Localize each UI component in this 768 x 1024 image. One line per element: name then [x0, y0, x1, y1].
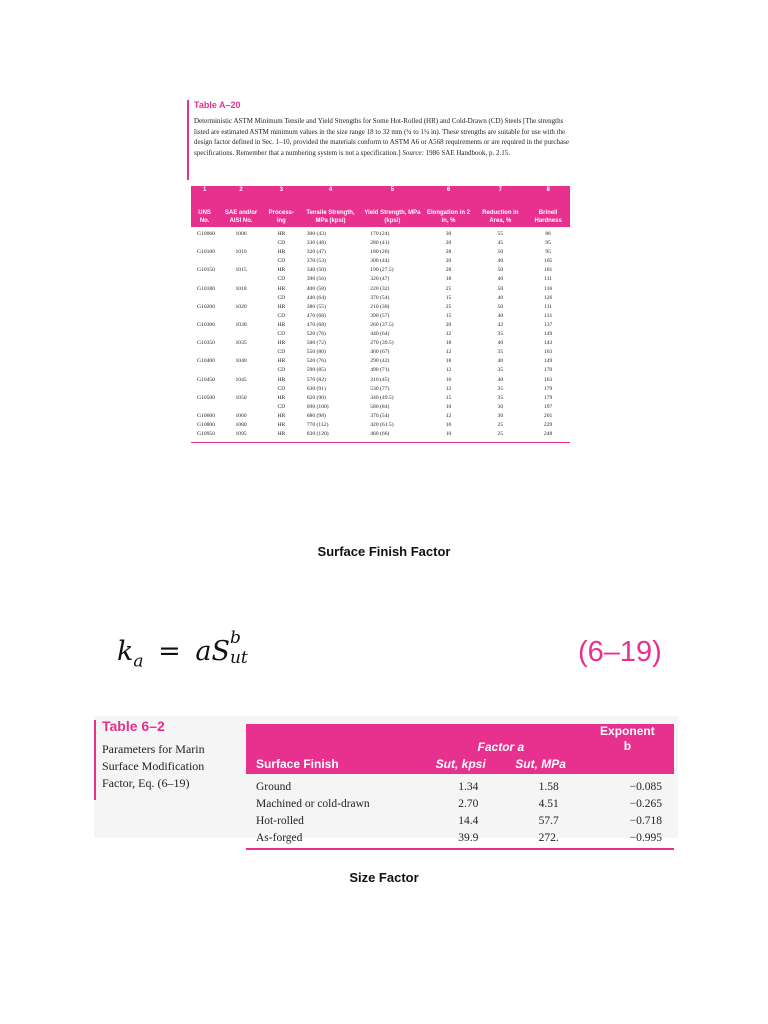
- cell-uns: G10060: [197, 231, 216, 237]
- cell-finish: Machined or cold-drawn: [256, 797, 370, 810]
- cell-sae: [218, 257, 264, 266]
- cell-sae: 1050: [235, 394, 247, 401]
- cell-ys: 220 (32): [370, 285, 390, 292]
- cell-sae: 1045: [235, 376, 247, 383]
- column-number: 5: [362, 186, 422, 196]
- table-row: [191, 248, 570, 257]
- cell-ts: 550 (80): [306, 349, 326, 356]
- cell-ys: 290 (42): [370, 358, 390, 365]
- cell-proc: HR: [277, 285, 286, 292]
- cell-uns: [191, 275, 218, 284]
- eq-lhs-sub: a: [133, 651, 144, 672]
- cell-bh: 201: [543, 412, 553, 419]
- cell-sae: 1080: [235, 421, 247, 428]
- cell-sae: 1018: [235, 285, 247, 292]
- cell-uns: G10150: [197, 267, 216, 274]
- table-row: [191, 330, 570, 339]
- cell-ts: 770 (112): [306, 421, 329, 428]
- cell-uns: G10100: [197, 249, 216, 256]
- cell-ts: 320 (47): [306, 249, 326, 256]
- cell-bh: 163: [543, 376, 553, 383]
- cell-ys: 370 (54): [370, 294, 390, 301]
- cell-el: 28: [445, 249, 452, 256]
- eq-var: S: [211, 636, 230, 667]
- cell-ts: 330 (48): [306, 240, 326, 247]
- cell-ra: 35: [497, 331, 504, 338]
- cell-ts: 400 (58): [306, 285, 326, 292]
- cell-bh: 248: [526, 430, 570, 443]
- cell-proc: HR: [277, 231, 286, 237]
- header-surface-finish: Surface Finish: [246, 754, 421, 774]
- cell-uns: G10180: [197, 285, 216, 292]
- column-header: Yield Strength, MPa (kpsi): [362, 196, 422, 227]
- size-factor-heading: Size Factor: [349, 870, 419, 885]
- cell-sae: 1035: [235, 340, 247, 347]
- cell-ra: 35: [497, 394, 504, 401]
- cell-mpa: 1.58: [538, 780, 559, 793]
- cell-el: 18: [445, 276, 452, 283]
- cell-bh: 179: [543, 385, 553, 392]
- equation: [117, 628, 254, 672]
- cell-el: 10: [423, 430, 475, 443]
- cell-ra: 40: [497, 294, 504, 301]
- cell-sae: 1006: [235, 231, 247, 237]
- cell-ra: 50: [497, 303, 504, 310]
- cell-ts: 470 (68): [306, 321, 326, 328]
- cell-ts: 630 (91): [306, 385, 326, 392]
- cell-sae: [218, 275, 264, 284]
- table-row: [191, 394, 570, 403]
- table-row: [191, 348, 570, 357]
- cell-uns: G10200: [197, 303, 216, 310]
- table-row: [191, 321, 570, 330]
- cell-bh: 95: [545, 240, 551, 247]
- cell-proc: CD: [277, 349, 286, 356]
- cell-proc: HR: [277, 358, 286, 365]
- cell-bh: 131: [543, 312, 553, 319]
- cell-el: 30: [445, 231, 452, 237]
- table-62-title: Table 6–2: [102, 718, 165, 734]
- table-row: [191, 412, 570, 421]
- cell-ys: 210 (30): [370, 303, 390, 310]
- cell-proc: CD: [277, 294, 286, 301]
- cell-el: 20: [445, 258, 452, 265]
- cell-kpsi: 39.9: [421, 829, 500, 849]
- column-number: 2: [218, 186, 264, 196]
- cell-ra: 30: [497, 403, 504, 410]
- cell-finish: Hot-rolled: [256, 814, 304, 827]
- cell-proc: HR: [277, 340, 286, 347]
- cell-ys: 270 (39.5): [370, 340, 394, 347]
- table-row: [191, 421, 570, 430]
- column-number: 8: [526, 186, 570, 196]
- cell-ts: 690 (100): [306, 403, 329, 410]
- header-exponent-top: [581, 724, 674, 754]
- cell-ts: 500 (72): [306, 340, 326, 347]
- cell-el: 25: [445, 285, 452, 292]
- cell-mpa: 57.7: [538, 814, 559, 827]
- column-number: 1: [191, 186, 218, 196]
- cell-bh: 111: [544, 303, 553, 310]
- cell-bh: 143: [543, 340, 553, 347]
- cell-kpsi: 1.34: [458, 780, 479, 793]
- cell-sae: 1030: [235, 321, 247, 328]
- header-row-2: [246, 754, 674, 774]
- table-row: [191, 357, 570, 366]
- cell-proc: CD: [277, 312, 286, 319]
- cell-ra: 40: [497, 340, 504, 347]
- cell-ys: 460 (66): [362, 430, 422, 443]
- cell-ra: 45: [497, 240, 504, 247]
- eq-var-sub: ut: [229, 648, 248, 668]
- cell-ys: 420 (61.5): [370, 421, 394, 428]
- table-62-caption: Parameters for Marin Surface Modification Factor, Eq. (6–19): [102, 742, 205, 790]
- equation-number: (6–19): [578, 636, 662, 668]
- source-text: 1986 SAE Handbook, p. 2.15.: [425, 148, 511, 157]
- cell-ra: 35: [497, 385, 504, 392]
- cell-ys: 340 (49.5): [370, 394, 394, 401]
- cell-ra: 25: [497, 421, 504, 428]
- cell-kpsi: 2.70: [458, 797, 479, 810]
- cell-uns: G10400: [197, 358, 216, 365]
- cell-ys: 370 (54): [370, 412, 390, 419]
- cell-el: 10: [445, 421, 452, 428]
- cell-ra: 40: [497, 258, 504, 265]
- column-number-row: [191, 186, 570, 196]
- table-a20: [191, 186, 570, 443]
- cell-proc: CD: [277, 276, 286, 283]
- eq-equals: =: [158, 636, 181, 667]
- table-row: [246, 829, 674, 849]
- cell-ra: 40: [497, 358, 504, 365]
- cell-el: 18: [445, 340, 452, 347]
- cell-uns: [191, 366, 218, 375]
- cell-ys: 440 (64): [370, 331, 390, 338]
- table-row: [191, 227, 570, 239]
- table-a20-caption: [194, 116, 574, 158]
- cell-sae: [218, 385, 264, 394]
- source-label: Source:: [402, 148, 424, 157]
- cell-el: 20: [445, 321, 452, 328]
- cell-uns: [191, 403, 218, 412]
- cell-ys: 180 (26): [370, 249, 390, 256]
- cell-el: 12: [445, 367, 452, 374]
- accent-bar: [187, 100, 189, 180]
- cell-ys: 320 (47): [370, 276, 390, 283]
- table-row: [191, 239, 570, 248]
- cell-proc: HR: [277, 412, 286, 419]
- cell-ra: 55: [497, 231, 504, 237]
- eq-exponent: b: [229, 628, 241, 648]
- cell-uns: [191, 257, 218, 266]
- cell-bh: 95: [545, 249, 551, 256]
- table-row: [191, 275, 570, 284]
- cell-ys: 190 (27.5): [370, 267, 394, 274]
- cell-uns: [191, 294, 218, 303]
- cell-proc: HR: [277, 421, 286, 428]
- cell-bh: 116: [544, 285, 553, 292]
- column-number: 6: [423, 186, 475, 196]
- table-a20-title: Table A–20: [194, 100, 241, 110]
- cell-sae: [218, 403, 264, 412]
- cell-uns: [191, 330, 218, 339]
- cell-ra: 40: [497, 312, 504, 319]
- cell-sae: 1040: [235, 358, 247, 365]
- cell-ra: 50: [497, 267, 504, 274]
- cell-proc: HR: [264, 430, 299, 443]
- cell-bh: 137: [543, 321, 553, 328]
- cell-uns: [191, 385, 218, 394]
- cell-ys: 300 (44): [370, 258, 390, 265]
- cell-proc: HR: [277, 267, 286, 274]
- column-number: 4: [299, 186, 363, 196]
- cell-ys: 490 (71): [370, 367, 390, 374]
- caption-text: Deterministic ASTM Minimum Tensile and Yield Strengths for Some Hot-Rolled (HR) and Cold-Drawn (CD) Steels [The strengths listed are estimated ASTM minimum values in the size range 18 to 32 mm (¾ to 1¼ in). These strengths are suitable for use with the design factor defined in Sec. 1–10, provided the materials conform to ASTM A6 or A568 requirements or are required in the purchase specifications. Remember that a numbering system is not a specification.]: [194, 117, 569, 157]
- cell-sae: 1010: [235, 249, 247, 256]
- cell-ts: 520 (76): [306, 358, 326, 365]
- column-header: Reduction in Area, %: [474, 196, 526, 227]
- cell-proc: CD: [277, 367, 286, 374]
- column-header: Process-ing: [264, 196, 299, 227]
- cell-uns: G10450: [197, 376, 216, 383]
- cell-ts: 340 (50): [306, 267, 326, 274]
- cell-kpsi: 14.4: [458, 814, 479, 827]
- header-row-1: [246, 724, 674, 754]
- cell-proc: HR: [277, 321, 286, 328]
- cell-el: 28: [445, 267, 452, 274]
- cell-uns: G10300: [197, 321, 216, 328]
- cell-el: 25: [445, 303, 452, 310]
- table-row: [246, 812, 674, 829]
- cell-ra: 35: [497, 367, 504, 374]
- cell-sae: 1095: [218, 430, 264, 443]
- table-row: [191, 385, 570, 394]
- cell-el: 15: [445, 294, 452, 301]
- cell-mpa: 4.51: [538, 797, 559, 810]
- table-row: [191, 430, 570, 443]
- cell-ra: 25: [474, 430, 526, 443]
- cell-bh: 149: [543, 358, 553, 365]
- cell-sae: 1060: [235, 412, 247, 419]
- cell-uns: G10950: [191, 430, 218, 443]
- cell-ra: 40: [497, 276, 504, 283]
- cell-el: 10: [445, 403, 452, 410]
- cell-bh: 126: [543, 294, 553, 301]
- cell-sae: [218, 348, 264, 357]
- cell-sae: [218, 330, 264, 339]
- cell-proc: HR: [277, 303, 286, 310]
- cell-ra: 35: [497, 349, 504, 356]
- cell-uns: [191, 239, 218, 248]
- cell-bh: 101: [543, 267, 553, 274]
- table-row: [246, 774, 674, 795]
- table-62-section: [94, 716, 678, 844]
- cell-ts: 830 (120): [299, 430, 363, 443]
- cell-sae: [218, 294, 264, 303]
- column-header: Brinell Hardness: [526, 196, 570, 227]
- cell-ts: 390 (56): [306, 276, 326, 283]
- cell-exp: −0.265: [629, 797, 662, 810]
- cell-el: 18: [445, 358, 452, 365]
- cell-bh: 163: [543, 349, 553, 356]
- cell-uns: G10500: [197, 394, 216, 401]
- cell-sae: 1020: [235, 303, 247, 310]
- cell-bh: 149: [543, 331, 553, 338]
- cell-el: 12: [445, 385, 452, 392]
- table-row: [191, 403, 570, 412]
- surface-finish-heading: Surface Finish Factor: [317, 544, 451, 559]
- cell-ys: 280 (41): [370, 240, 390, 247]
- cell-ys: 390 (57): [370, 312, 390, 319]
- accent-bar: [94, 720, 96, 800]
- cell-ts: 570 (82): [306, 376, 326, 383]
- header-exponent: Exponent b: [600, 724, 655, 753]
- cell-el: 12: [445, 331, 452, 338]
- header-blank: [246, 724, 421, 754]
- cell-proc: HR: [277, 394, 286, 401]
- cell-proc: HR: [277, 376, 286, 383]
- cell-ts: 520 (76): [306, 331, 326, 338]
- table-row: [191, 312, 570, 321]
- header-factor-a: Factor a: [421, 724, 581, 754]
- cell-ts: 440 (64): [306, 294, 326, 301]
- cell-proc: CD: [277, 403, 286, 410]
- cell-el: 15: [445, 394, 452, 401]
- cell-ys: 310 (45): [370, 376, 390, 383]
- cell-bh: 197: [543, 403, 553, 410]
- cell-ys: 260 (37.5): [370, 321, 394, 328]
- table-row: [191, 285, 570, 294]
- cell-ts: 680 (98): [306, 412, 326, 419]
- cell-uns: [191, 348, 218, 357]
- column-number: 7: [474, 186, 526, 196]
- column-header: UNS No.: [191, 196, 218, 227]
- cell-sae: [218, 312, 264, 321]
- cell-ra: 42: [497, 321, 504, 328]
- eq-coef: a: [195, 636, 212, 667]
- table-62: [246, 724, 674, 850]
- cell-uns: G10800: [197, 421, 216, 428]
- cell-ys: 170 (24): [370, 231, 390, 237]
- cell-bh: 179: [543, 394, 553, 401]
- cell-finish: Ground: [256, 780, 292, 793]
- cell-el: 16: [445, 376, 452, 383]
- cell-exp: −0.995: [581, 829, 674, 849]
- cell-bh: 111: [544, 276, 553, 283]
- cell-el: 12: [445, 412, 452, 419]
- cell-bh: 229: [543, 421, 553, 428]
- cell-exp: −0.718: [629, 814, 662, 827]
- table-row: [191, 303, 570, 312]
- cell-proc: HR: [277, 249, 286, 256]
- table-row: [191, 376, 570, 385]
- cell-el: 20: [445, 240, 452, 247]
- cell-ts: 300 (43): [306, 231, 326, 237]
- cell-ts: 590 (85): [306, 367, 326, 374]
- column-header: SAE and/or AISI No.: [218, 196, 264, 227]
- column-header: Elongation in 2 in, %: [423, 196, 475, 227]
- cell-uns: [191, 312, 218, 321]
- header-sut-kpsi: Sut, kpsi: [421, 754, 500, 774]
- cell-finish: As-forged: [246, 829, 421, 849]
- cell-bh: 170: [543, 367, 553, 374]
- table-row: [246, 795, 674, 812]
- table-62-body: [246, 774, 674, 849]
- cell-ra: 50: [497, 249, 504, 256]
- header-blank-2: [581, 754, 674, 774]
- table-row: [191, 294, 570, 303]
- cell-exp: −0.085: [629, 780, 662, 793]
- cell-ys: 580 (84): [370, 403, 390, 410]
- cell-mpa: 272.: [500, 829, 580, 849]
- cell-ra: 30: [497, 412, 504, 419]
- cell-sae: [218, 239, 264, 248]
- cell-ra: 40: [497, 376, 504, 383]
- cell-ts: 620 (90): [306, 394, 326, 401]
- cell-bh: 105: [543, 258, 553, 265]
- column-header-row: [191, 196, 570, 227]
- cell-proc: CD: [277, 258, 286, 265]
- table-row: [191, 266, 570, 275]
- cell-sae: 1015: [235, 267, 247, 274]
- table-row: [191, 366, 570, 375]
- cell-ra: 50: [497, 285, 504, 292]
- cell-bh: 86: [545, 231, 551, 237]
- table-a20-body: [191, 227, 570, 443]
- table-row: [191, 257, 570, 266]
- cell-ts: 380 (55): [306, 303, 326, 310]
- column-number: 3: [264, 186, 299, 196]
- table-row: [191, 339, 570, 348]
- cell-uns: G10600: [197, 412, 216, 419]
- column-header: Tensile Strength, MPa (kpsi): [299, 196, 363, 227]
- cell-sae: [218, 366, 264, 375]
- cell-ts: 370 (53): [306, 258, 326, 265]
- cell-proc: CD: [277, 240, 286, 247]
- cell-ys: 530 (77): [370, 385, 390, 392]
- cell-ts: 470 (68): [306, 312, 326, 319]
- cell-el: 15: [445, 312, 452, 319]
- cell-proc: CD: [277, 331, 286, 338]
- eq-lhs: k: [117, 636, 134, 667]
- header-sut-mpa: Sut, MPa: [500, 754, 580, 774]
- cell-uns: G10350: [197, 340, 216, 347]
- cell-ys: 460 (67): [370, 349, 390, 356]
- cell-proc: CD: [277, 385, 286, 392]
- cell-el: 12: [445, 349, 452, 356]
